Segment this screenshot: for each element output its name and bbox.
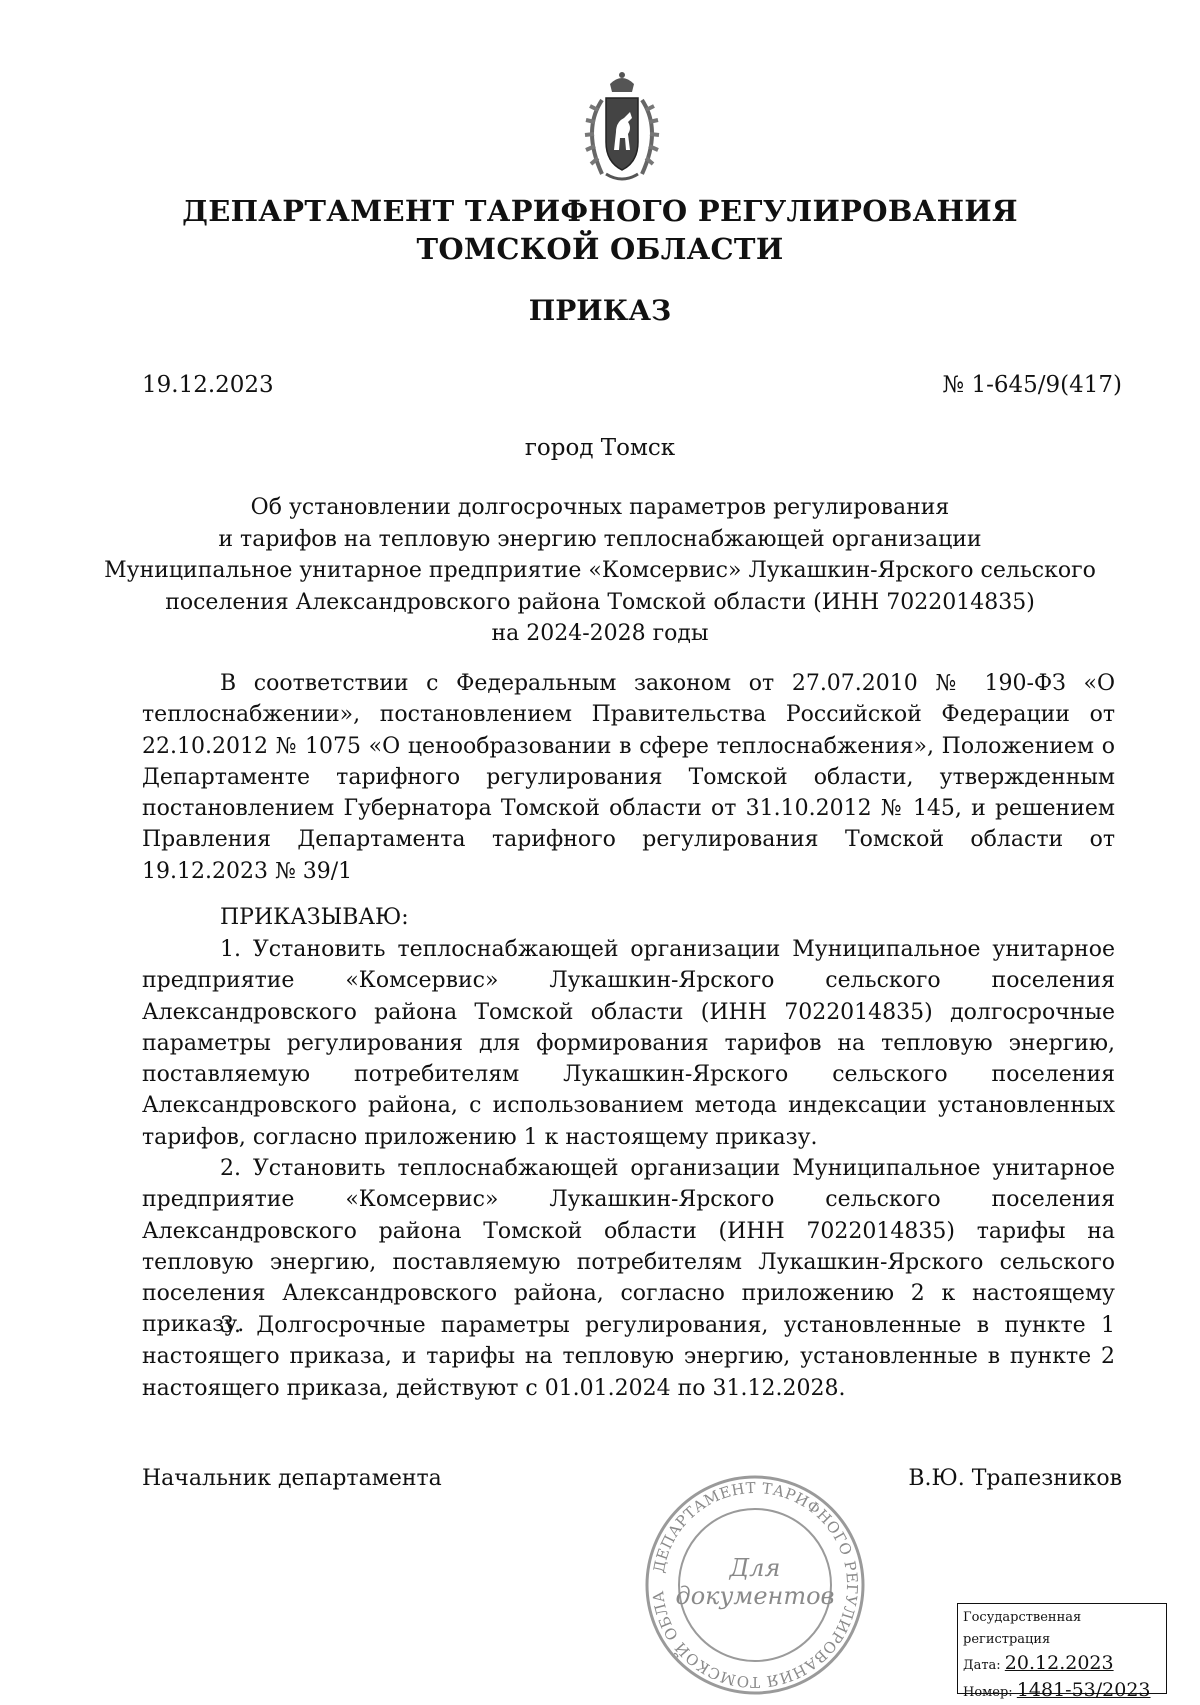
preamble-paragraph: В соответствии с Федеральным законом от 27.07.2010 № 190-ФЗ «О теплоснабжении», постановлением Правительства Российской Федерации от 22.10.2012 № 1075 «О ценообразовании в сфере теплоснабжения», Положением о Департаменте тарифного регулирования Томской области, утвержденным постановлением Губернатора Томской области от 31.10.2012 № 145, и решением Правления Департамента тарифного регулирования Томской области от 19.12.2023 № 39/1 bbox=[142, 671, 1115, 884]
registration-date-label: Дата: bbox=[963, 1658, 1001, 1673]
order-number: № 1-645/9(417) bbox=[942, 372, 1122, 398]
stamp-center-line2: документов bbox=[675, 1582, 835, 1610]
registration-date-value: 20.12.2023 bbox=[1004, 1652, 1114, 1674]
city: город Томск bbox=[524, 435, 676, 461]
subject-line: поселения Александровского района Томской области (ИНН 7022014835) bbox=[165, 589, 1035, 615]
registration-number-value: 1481-53/2023 bbox=[1016, 1679, 1151, 1701]
subject-line: Об установлении долгосрочных параметров регулирования bbox=[250, 495, 950, 520]
department-title-line1: ДЕПАРТАМЕНТ ТАРИФНОГО РЕГУЛИРОВАНИЯ bbox=[182, 194, 1018, 228]
registration-number-label: Номер: bbox=[963, 1685, 1013, 1700]
order-subject bbox=[100, 492, 1100, 650]
stamp-center-line1: Для bbox=[729, 1554, 781, 1582]
department-title-line2: ТОМСКОЙ ОБЛАСТИ bbox=[416, 232, 784, 266]
order-item-2: 2. Установить теплоснабжающей организации Муниципальное унитарное предприятие «Комсервис» Лукашкин-Ярского сельского поселения Александровского района Томской области (ИНН 7022014835) тарифы на тепловую энергию, поставляемую потребителям Лукашкин-Ярского сельского поселения Александровского района, согласно приложению 2 к настоящему приказу. bbox=[142, 1156, 1115, 1338]
order-date: 19.12.2023 bbox=[142, 372, 274, 398]
stamp-ring-text: ДЕПАРТАМЕНТ ТАРИФНОГО РЕГУЛИРОВАНИЯ ТОМСКОЙ ОБЛА bbox=[649, 1478, 862, 1692]
coat-of-arms-icon bbox=[572, 70, 672, 190]
signatory-position: Начальник департамента bbox=[142, 1466, 442, 1491]
registration-number-row bbox=[963, 1678, 1161, 1705]
order-item-1: 1. Установить теплоснабжающей организации Муниципальное унитарное предприятие «Комсервис» Лукашкин-Ярского сельского поселения Александровского района Томской области (ИНН 7022014835) долгосрочные параметры регулирования для формирования тарифов на тепловую энергию, поставляемую потребителям Лукашкин-Ярского сельского поселения Александровского района, с использованием метода индексации установленных тарифов, согласно приложению 1 к настоящему приказу. bbox=[142, 937, 1115, 1150]
subject-line: на 2024-2028 годы bbox=[491, 621, 709, 646]
registration-title: Государственная регистрация bbox=[963, 1610, 1082, 1647]
document-type-title: ПРИКАЗ bbox=[528, 294, 672, 327]
signatory-name: В.Ю. Трапезников bbox=[908, 1466, 1122, 1491]
subject-line: Муниципальное унитарное предприятие «Комсервис» Лукашкин-Ярского сельского bbox=[104, 558, 1096, 583]
registration-date-row bbox=[963, 1651, 1161, 1678]
registration-box bbox=[957, 1603, 1167, 1701]
subject-line: и тарифов на тепловую энергию теплоснабжающей организации bbox=[218, 526, 982, 552]
order-item-3: 3. Долгосрочные параметры регулирования, установленные в пункте 1 настоящего приказа, и тарифы на тепловую энергию, установленные в пункте 2 настоящего приказа, действуют с 01.01.2024 по 31.12.2028. bbox=[142, 1313, 1115, 1401]
order-word: ПРИКАЗЫВАЮ: bbox=[220, 905, 409, 930]
official-stamp bbox=[640, 1470, 870, 1700]
